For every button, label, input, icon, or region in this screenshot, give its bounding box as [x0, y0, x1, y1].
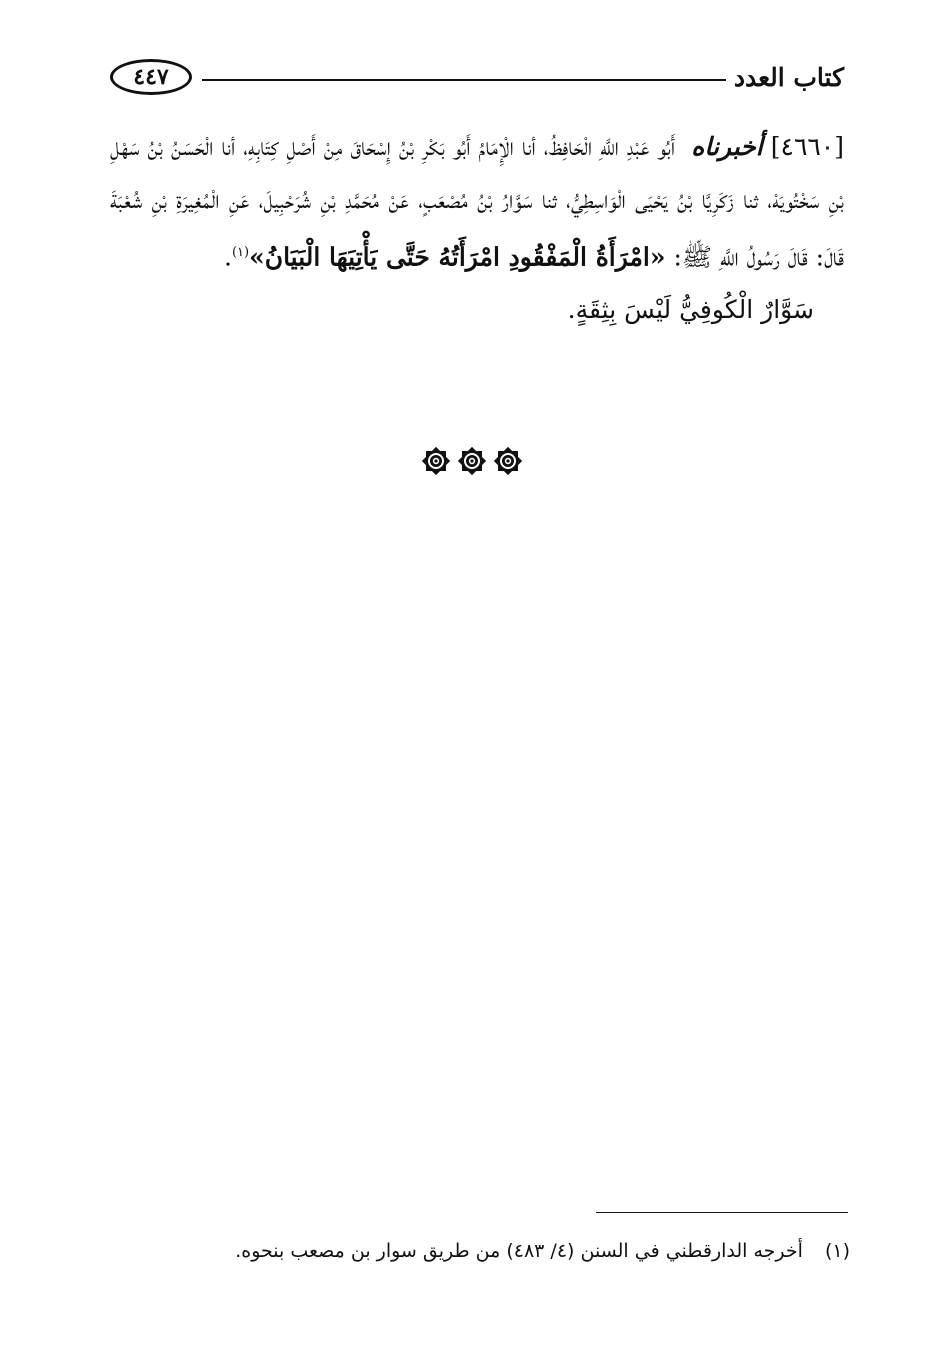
- book-title: كتاب العدد: [733, 63, 844, 92]
- hadith-isnad: أَبُو عَبْدِ اللَّهِ الْحَافِظُ، أنا الْإِمَامُ أَبُو بَكْرِ بْنُ إِسْحَاقَ مِنْ أَصْلِ كِتَابِهِ، أنا الْحَسَنُ بْنُ سَهْلِ بْنِ سَخْتُويَهْ، ثنا زَكَرِيَّا بْنُ يَحْيَى الْوَاسِطِيُّ، ثنا سَوَّارُ بْنُ مُصْعَبٍ، عَنْ مُحَمَّدِ بْنِ شُرَحْبِيلَ، عَنِ الْمُغِيرَةِ بْنِ شُعْبَةَ قَالَ: قَالَ رَسُولُ اللَّهِ ﷺ:: [110, 132, 844, 272]
- footnote-divider: [596, 1212, 848, 1213]
- hadith-number: [٤٦٦٠]: [770, 132, 844, 161]
- footnote: [110, 1236, 850, 1266]
- hadith-comment: سَوَّارٌ الْكُوفِيُّ لَيْسَ بِثِقَةٍ.: [567, 295, 814, 325]
- footnote-marker: (١): [824, 1240, 850, 1262]
- hadith-ending: .: [223, 242, 232, 272]
- octagram-flower-icon: [458, 446, 486, 476]
- section-ornament: [0, 446, 944, 476]
- header-rule: [202, 79, 726, 81]
- page-number: ٤٤٧: [133, 64, 169, 90]
- page-number-badge: [110, 59, 192, 95]
- hadith-paragraph: [110, 120, 844, 283]
- octagram-flower-icon: [494, 446, 522, 476]
- octagram-flower-icon: [422, 446, 450, 476]
- hadith-keyword: أخبرناه: [691, 132, 763, 161]
- hadith-text: [110, 120, 844, 336]
- hadith-matn: «امْرَأَةُ الْمَفْقُودِ امْرَأَتُهُ حَتَّى يَأْتِيَهَا الْبَيَانُ»: [249, 242, 666, 272]
- footnote-reference: (١): [231, 245, 250, 260]
- footnote-text: أخرجه الدارقطني في السنن (٤/ ٤٨٣) من طريق سوار بن مصعب بنحوه.: [235, 1240, 803, 1262]
- page-header: [110, 55, 844, 107]
